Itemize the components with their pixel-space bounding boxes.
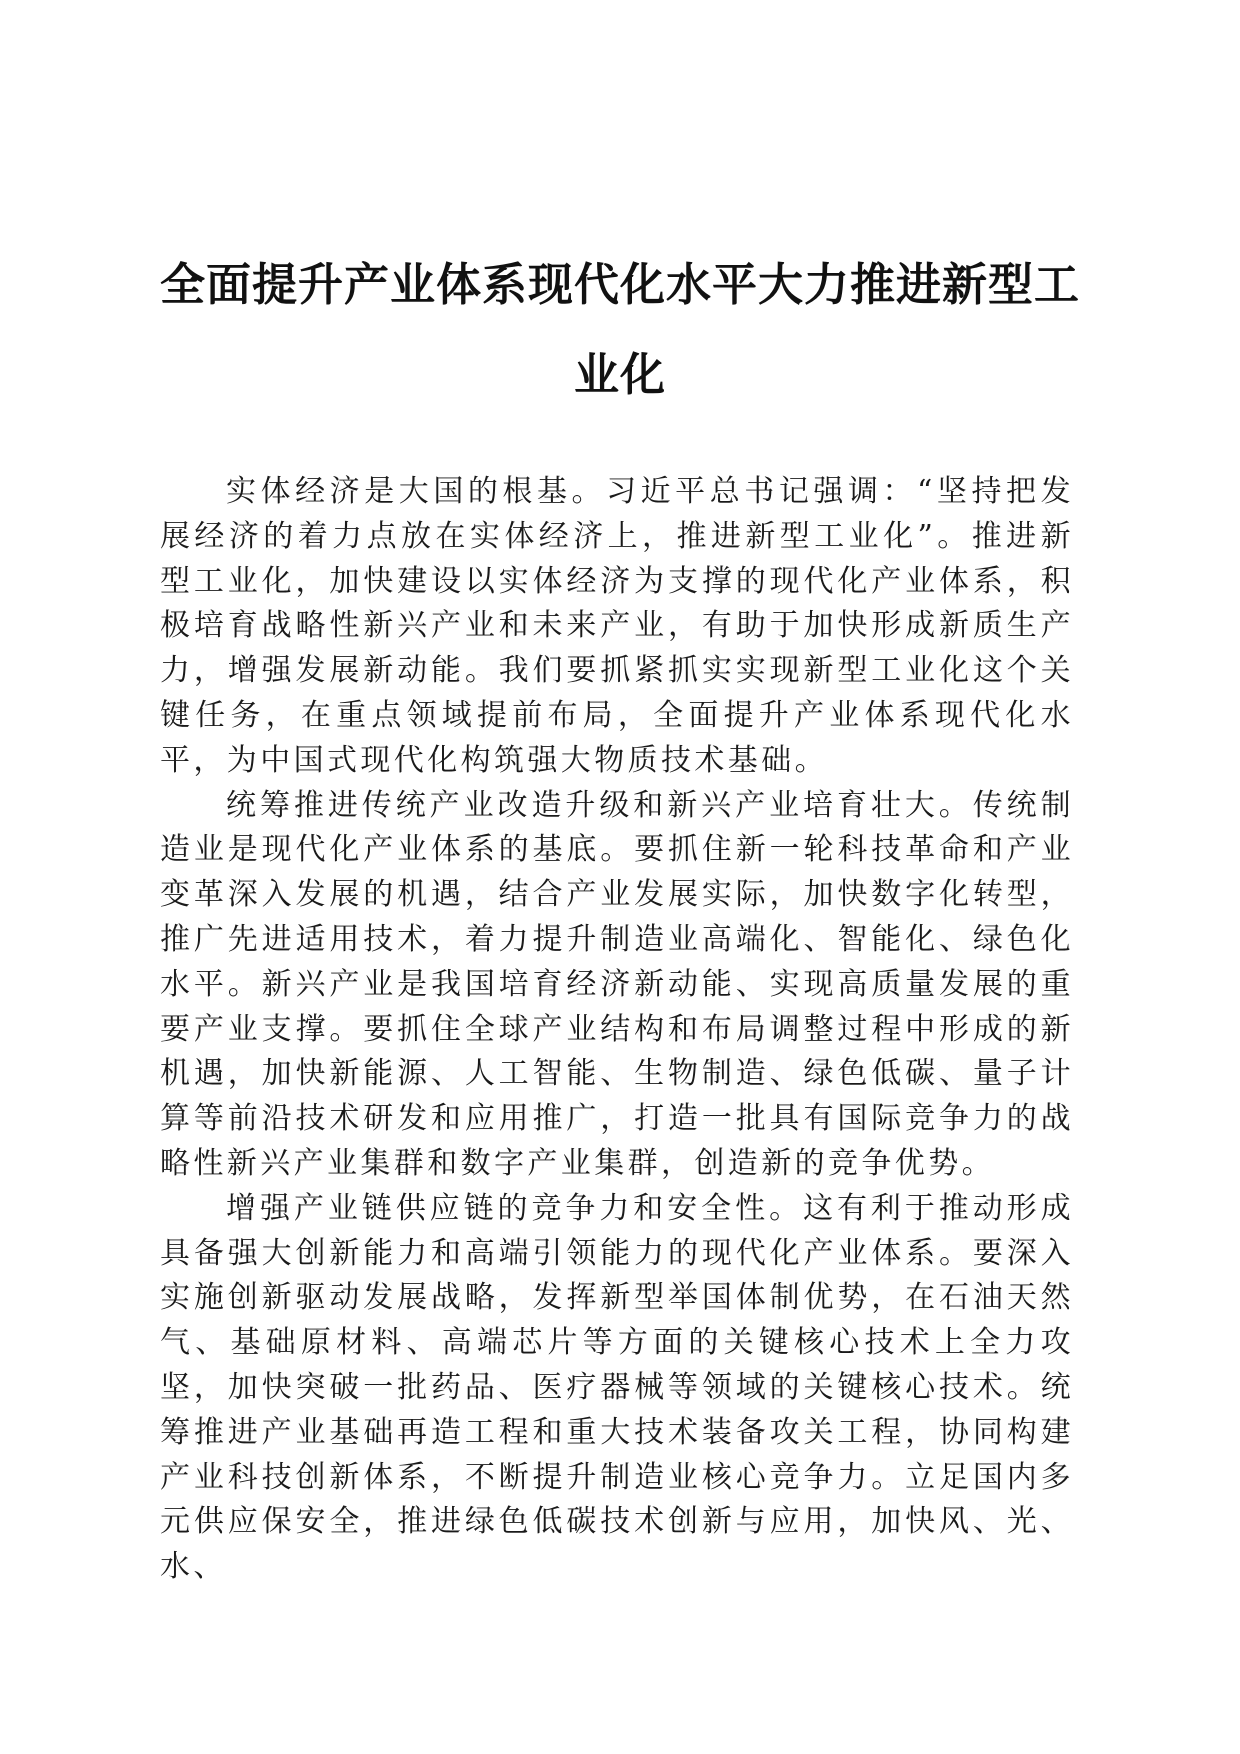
document-title: 全面提升产业体系现代化水平大力推进新型工业化	[159, 258, 1080, 401]
body-paragraph: 统筹推进传统产业改造升级和新兴产业培育壮大。传统制造业是现代化产业体系的基底。要抓住新一轮科技革命和产业变革深入发展的机遇，结合产业发展实际，加快数字化转型，推广先进适用技术，着力提升制造业高端化、智能化、绿色化水平。新兴产业是我国培育经济新动能、实现高质量发展的重要产业支撑。要抓住全球产业结构和布局调整过程中形成的新机遇，加快新能源、人工智能、生物制造、绿色低碳、量子计算等前沿技术研发和应用推广，打造一批具有国际竞争力的战略性新兴产业集群和数字产业集群，创造新的竞争优势。	[160, 787, 1074, 1181]
document-body	[160, 470, 1074, 1590]
body-paragraph: 实体经济是大国的根基。习近平总书记强调：“坚持把发展经济的着力点放在实体经济上，推进新型工业化”。推进新型工业化，加快建设以实体经济为支撑的现代化产业体系，积极培育战略性新兴产业和未来产业，有助于加快形成新质生产力，增强发展新动能。我们要抓紧抓实实现新型工业化这个关键任务，在重点领域提前布局，全面提升产业体系现代化水平，为中国式现代化构筑强大物质技术基础。	[160, 474, 1074, 778]
body-paragraph: 增强产业链供应链的竞争力和安全性。这有利于推动形成具备强大创新能力和高端引领能力的现代化产业体系。要深入实施创新驱动发展战略，发挥新型举国体制优势，在石油天然气、基础原材料、高端芯片等方面的关键核心技术上全力攻坚，加快突破一批药品、医疗器械等领域的关键核心技术。统筹推进产业基础再造工程和重大技术装备攻关工程，协同构建产业科技创新体系，不断提升制造业核心竞争力。立足国内多元供应保安全，推进绿色低碳技术创新与应用，加快风、光、水、	[160, 1190, 1074, 1585]
